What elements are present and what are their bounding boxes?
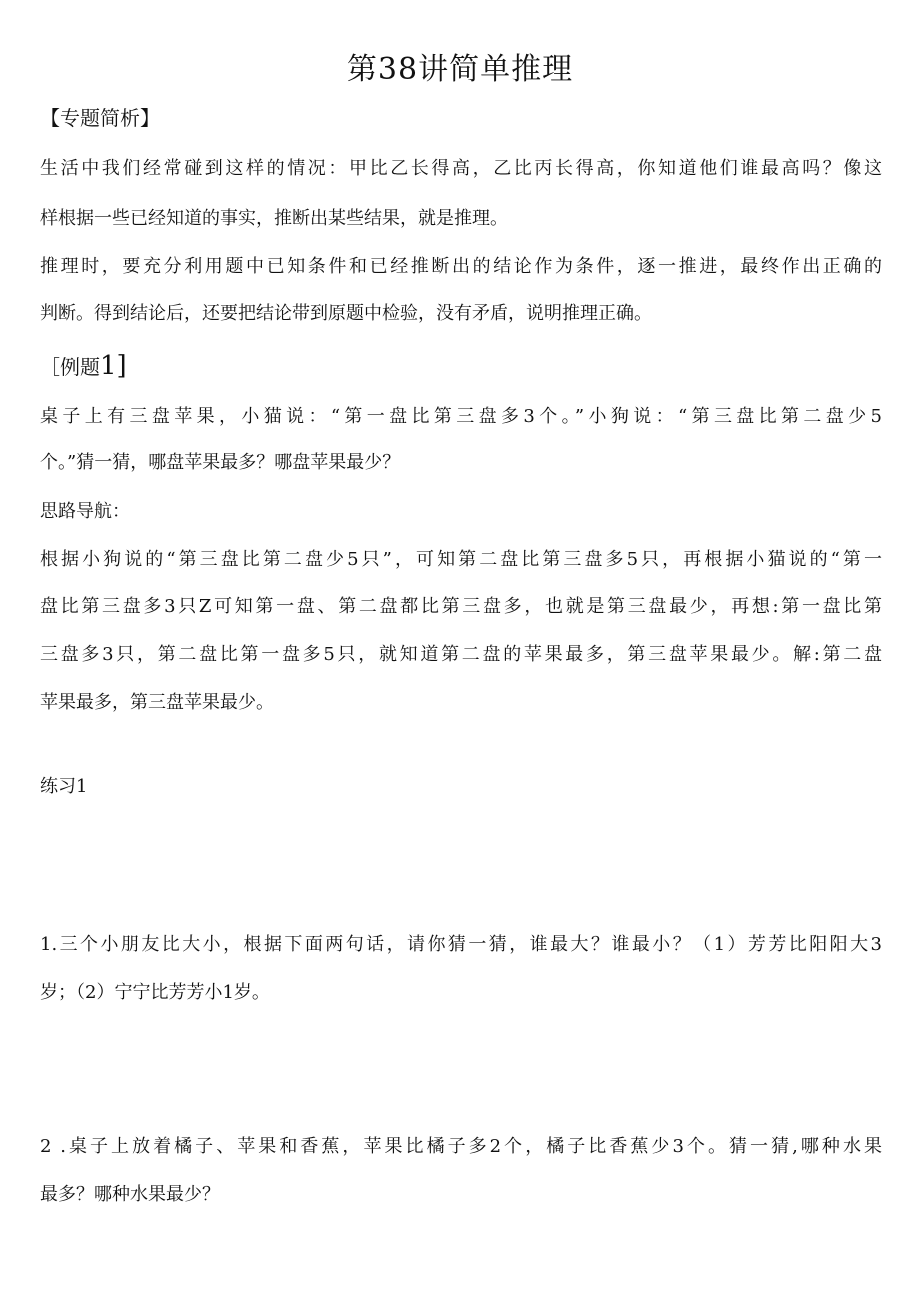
intro-p1-line-2: 样根据一些已经知道的事实，推断出某些结果，就是推理。 bbox=[40, 208, 508, 229]
practice-q1-line-2: 岁；（2）宁宁比芳芳小1岁。 bbox=[40, 982, 270, 1003]
intro-p2-line-2: 判断。得到结论后，还要把结论带到原题中检验，没有矛盾，说明推理正确。 bbox=[40, 303, 652, 324]
practice-q2-line-1: 2 .桌子上放着橘子、苹果和香蕉，苹果比橘子多2个，橘子比香蕉少3个。猜一猜,哪种水果 bbox=[40, 1136, 882, 1157]
example-label-prefix: ［例题 bbox=[40, 355, 100, 379]
practice-heading: 练习1 bbox=[40, 776, 88, 797]
guide-line-1: 根据小狗说的“第三盘比第二盘少5只”，可知第二盘比第三盘多5只，再根据小猫说的“第一 bbox=[40, 549, 882, 570]
example-question-line-1: 桌子上有三盘苹果，小猫说：“第一盘比第三盘多3个。”小狗说：“第三盘比第二盘少5 bbox=[40, 406, 882, 427]
example-question-line-2: 个。”猜一猜，哪盘苹果最多？哪盘苹果最少？ bbox=[40, 452, 401, 473]
guide-label: 思路导航： bbox=[40, 501, 130, 522]
guide-line-4: 苹果最多，第三盘苹果最少。 bbox=[40, 692, 274, 713]
practice-q1-line-1: 1.三个小朋友比大小，根据下面两句话，请你猜一猜，谁最大？谁最小？（1）芳芳比阳阳大3 bbox=[40, 934, 882, 955]
example-label-number: 1] bbox=[100, 351, 127, 381]
intro-p2-line-1: 推理时，要充分利用题中已知条件和已经推断出的结论作为条件，逐一推进，最终作出正确的 bbox=[40, 256, 882, 277]
practice-q2-line-2: 最多？哪种水果最少？ bbox=[40, 1184, 220, 1205]
guide-line-3: 三盘多3只，第二盘比第一盘多5只，就知道第二盘的苹果最多，第三盘苹果最少。解:第二盘 bbox=[40, 644, 882, 665]
example-heading bbox=[40, 350, 127, 383]
page-title: 第38讲简单推理 bbox=[346, 52, 574, 87]
section-heading: 【专题简析】 bbox=[40, 106, 160, 130]
intro-p1-line-1: 生活中我们经常碰到这样的情况：甲比乙长得高，乙比丙长得高，你知道他们谁最高吗？像这 bbox=[40, 158, 882, 179]
guide-line-2: 盘比第三盘多3只Z可知第一盘、第二盘都比第三盘多，也就是第三盘最少，再想:第一盘比第 bbox=[40, 596, 882, 617]
